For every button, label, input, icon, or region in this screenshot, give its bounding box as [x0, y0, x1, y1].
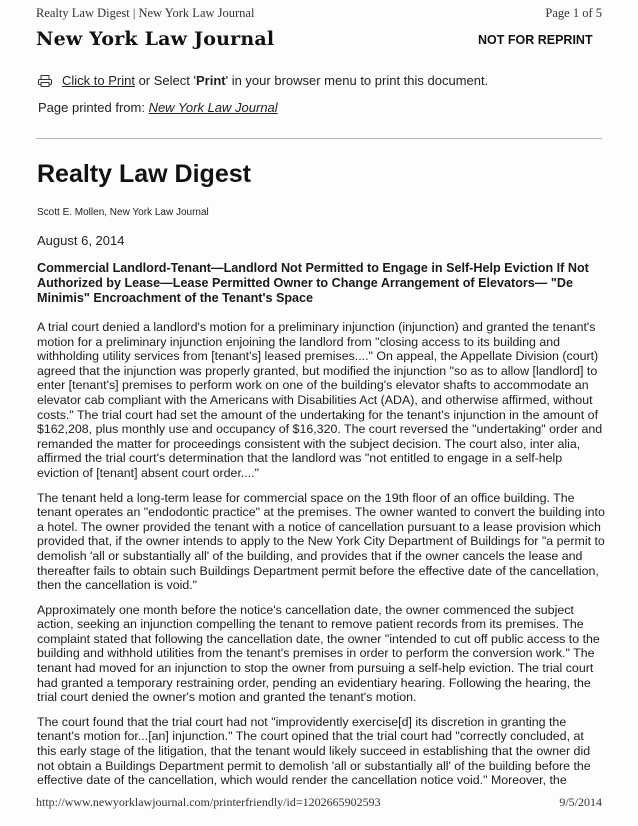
printed-from-link[interactable]: New York Law Journal [148, 100, 278, 115]
print-bar [38, 73, 488, 88]
article-body [37, 320, 605, 798]
print-instruction-end: ' in your browser menu to print this document. [225, 73, 489, 88]
footer-url: http://www.newyorklawjournal.com/printerfriendly/id=1202665902593 [36, 795, 381, 809]
printed-from [38, 100, 278, 115]
printed-from-label: Page printed from: [38, 100, 149, 115]
article-date: August 6, 2014 [37, 233, 125, 248]
page-indicator: Page 1 of 5 [545, 6, 602, 20]
byline: Scott E. Mollen, New York Law Journal [37, 207, 209, 218]
article-headline: Commercial Landlord-Tenant—Landlord Not Permitted to Engage in Self-Help Eviction If Not Authorized by Lease—Lease Permitted Owner to Change Arrangement of Elevators— "De Minimis" Encroachment of the Tenant's Space [37, 261, 589, 305]
footer-date: 9/5/2014 [559, 795, 602, 809]
not-for-reprint-label: NOT FOR REPRINT [478, 33, 593, 47]
print-instruction-text: or Select ' [134, 73, 196, 88]
page-title: Realty Law Digest [37, 160, 251, 188]
click-to-print-link[interactable]: Click to Print [62, 73, 135, 88]
divider [36, 138, 602, 139]
print-keyword: Print [195, 73, 226, 88]
article-paragraph: The tenant held a long-term lease for commercial space on the 19th floor of an office building. The tenant operates an "endodontic practice" at the premises. The owner wanted to convert the building into a hotel. The owner provided the tenant with a notice of cancellation pursuant to a lease provision which provided that, if the owner intends to apply to the New York City Department of Buildings for "a permit to demolish 'all or substantially all' of the building, and provides that if the owner cancels the lease and thereafter fails to obtain such Buildings Department permit before the effective date of the cancellation, then the cancellation is void." [37, 490, 605, 593]
masthead-logo: New York Law Journal [36, 28, 275, 50]
header-source: Realty Law Digest | New York Law Journal [36, 6, 255, 20]
printer-icon[interactable] [38, 75, 52, 87]
article-paragraph: The court found that the trial court had not "improvidently exercise[d] its discretion in granting the tenant's motion for...[an] injunction." The court opined that the trial court had "correctly concluded, at this early stage of the litigation, that the tenant would likely succeed in establishing that the owner did not obtain a Buildings Department permit to demolish 'all or substantially all' of the building before the effective date of the cancellation, which would render the cancellation notice void." Moreover, the [37, 714, 591, 788]
article-paragraph: Approximately one month before the notice's cancellation date, the owner commenced the subject action, seeking an injunction compelling the tenant to remove patient records from its premises. The complaint stated that following the cancellation date, the owner "intended to cut off public access to the building and withhold utilities from the tenant's premises in order to perform the conversion work." The tenant had moved for an injunction to stop the owner from pursuing a self-help eviction. The trial court had granted a temporary restraining order, pending an evidentiary hearing. Following the hearing, the trial court denied the owner's motion and granted the tenant's motion. [37, 602, 600, 705]
article-paragraph: A trial court denied a landlord's motion for a preliminary injunction (injunction) and granted the tenant's motion for a preliminary injunction enjoining the landlord from "closing access to its building and withholding utility services from [tenant's] leased premises...." On appeal, the Appellate Division (court) agreed that the injunction was properly granted, but modified the injunction "so as to allow [landlord] to enter [tenant's] premises to perform work on one of the building's elevator shafts to accommodate an elevator cab compliant with the Americans with Disabilities Act (ADA), and otherwise affirmed, without costs." The trial court had set the amount of the undertaking for the tenant's injunction in the amount of $162,208, plus monthly use and occupancy of $16,320. The court reversed the "undertaking" order and remanded the matter for proceedings consistent with the subject decision. The court also, inter alia, affirmed the trial court's determination that the landlord was "not entitled to engage in a self-help eviction of [tenant] absent court order...." [37, 320, 603, 480]
